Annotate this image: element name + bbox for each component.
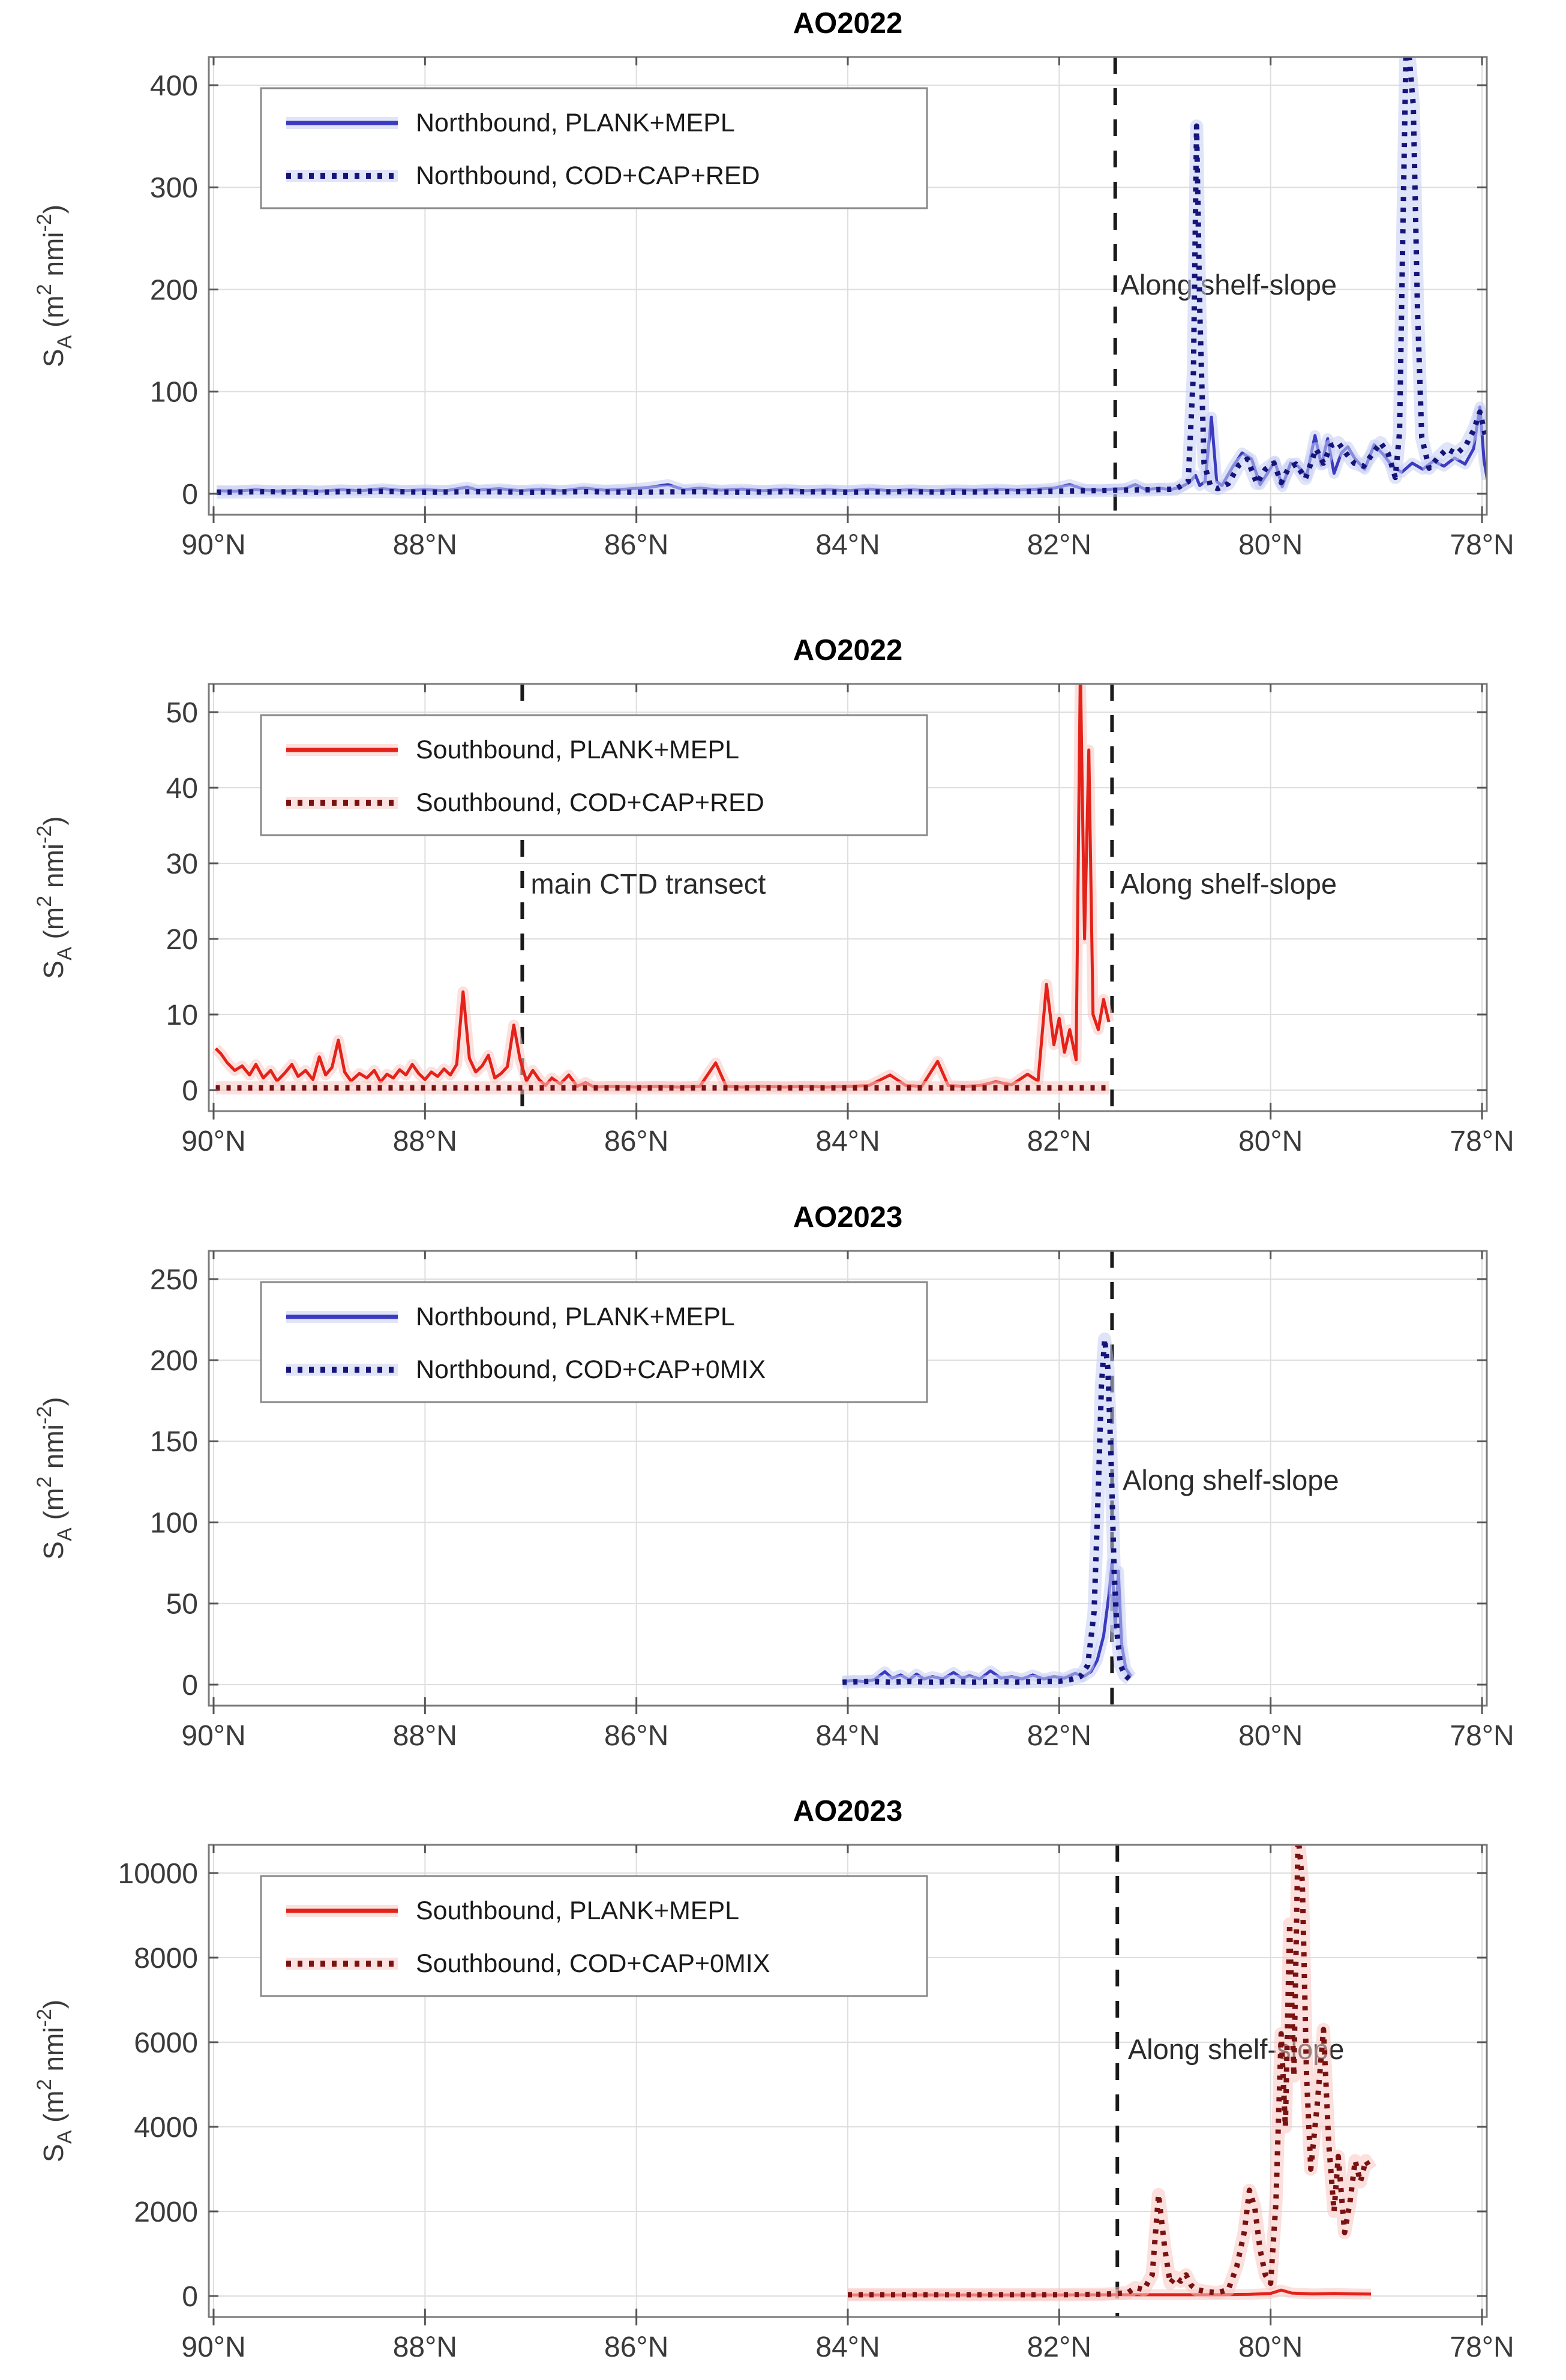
x-tick-labels	[181, 1720, 1514, 1752]
y-axis-label: $S_A$ ($m^2$ nmi$^{-2}$)	[33, 204, 76, 368]
panel-ao2023-2	[33, 1201, 1514, 1752]
svg-text:10: 10	[166, 999, 198, 1031]
svg-text:78°N: 78°N	[1450, 1126, 1514, 1157]
svg-text:6000: 6000	[134, 2027, 198, 2059]
svg-text:84°N: 84°N	[815, 1720, 880, 1752]
svg-text:88°N: 88°N	[392, 1126, 457, 1157]
svg-text:82°N: 82°N	[1027, 1720, 1091, 1752]
svg-text:82°N: 82°N	[1027, 2331, 1091, 2363]
svg-text:Along shelf-slope: Along shelf-slope	[1120, 269, 1337, 301]
svg-text:0: 0	[182, 1075, 198, 1107]
svg-text:88°N: 88°N	[392, 2331, 457, 2363]
svg-text:84°N: 84°N	[815, 1126, 880, 1157]
series-northbound-plank-mepl	[217, 407, 1487, 491]
svg-text:10000: 10000	[118, 1857, 198, 1890]
svg-text:Northbound, PLANK+MEPL: Northbound, PLANK+MEPL	[416, 109, 735, 138]
y-axis-label: $S_A$ ($m^2$ nmi$^{-2}$)	[33, 816, 76, 979]
x-tick-labels	[181, 2331, 1514, 2363]
svg-text:40: 40	[166, 772, 198, 805]
svg-text:88°N: 88°N	[392, 1720, 457, 1752]
panel-ao2023-3	[33, 1795, 1514, 2363]
panel-ao2022-0	[33, 7, 1514, 561]
svg-text:Northbound, COD+CAP+RED: Northbound, COD+CAP+RED	[416, 161, 760, 191]
svg-text:86°N: 86°N	[604, 1720, 669, 1752]
svg-text:2000: 2000	[134, 2196, 198, 2228]
svg-text:20: 20	[166, 923, 198, 956]
svg-text:80°N: 80°N	[1238, 2331, 1303, 2363]
annotation	[1123, 1464, 1339, 1496]
svg-text:84°N: 84°N	[815, 2331, 880, 2363]
svg-text:50: 50	[166, 697, 198, 729]
y-tick-labels	[150, 1264, 198, 1701]
svg-text:Southbound, PLANK+MEPL: Southbound, PLANK+MEPL	[416, 1896, 740, 1926]
svg-text:30: 30	[166, 848, 198, 880]
panel-title: AO2022	[793, 634, 903, 667]
legend	[261, 715, 927, 835]
svg-text:Along shelf-slope: Along shelf-slope	[1127, 2033, 1345, 2066]
svg-text:88°N: 88°N	[392, 529, 457, 561]
y-axis-label: $S_A$ ($m^2$ nmi$^{-2}$)	[33, 1999, 76, 2163]
svg-text:78°N: 78°N	[1450, 2331, 1514, 2363]
legend	[261, 1282, 927, 1402]
svg-text:Along shelf-slope: Along shelf-slope	[1123, 1464, 1339, 1496]
svg-text:80°N: 80°N	[1238, 1126, 1303, 1157]
svg-text:4000: 4000	[134, 2111, 198, 2144]
svg-text:90°N: 90°N	[181, 1720, 246, 1752]
svg-text:50: 50	[166, 1588, 198, 1620]
y-tick-labels	[150, 70, 198, 511]
panel-title: AO2023	[793, 1795, 903, 1827]
svg-text:Southbound, COD+CAP+RED: Southbound, COD+CAP+RED	[416, 788, 764, 818]
svg-text:78°N: 78°N	[1450, 1720, 1514, 1752]
svg-text:82°N: 82°N	[1027, 1126, 1091, 1157]
svg-text:0: 0	[182, 478, 198, 511]
svg-text:Along shelf-slope: Along shelf-slope	[1120, 868, 1337, 900]
legend	[261, 1876, 927, 1996]
y-tick-labels	[118, 1858, 198, 2313]
svg-text:200: 200	[149, 274, 198, 307]
svg-text:86°N: 86°N	[604, 529, 669, 561]
svg-text:90°N: 90°N	[181, 529, 246, 561]
annotation	[1121, 269, 1337, 301]
svg-text:86°N: 86°N	[604, 2331, 669, 2363]
annotation	[1121, 868, 1337, 899]
svg-text:Northbound, COD+CAP+0MIX: Northbound, COD+CAP+0MIX	[416, 1355, 766, 1385]
svg-text:80°N: 80°N	[1238, 529, 1303, 561]
svg-text:100: 100	[149, 1507, 198, 1539]
panel-title: AO2022	[793, 7, 903, 40]
svg-text:90°N: 90°N	[181, 1126, 246, 1157]
svg-text:main CTD transect: main CTD transect	[530, 868, 766, 900]
svg-text:90°N: 90°N	[181, 2331, 246, 2363]
svg-text:400: 400	[149, 70, 198, 102]
svg-text:Northbound, PLANK+MEPL: Northbound, PLANK+MEPL	[416, 1302, 735, 1332]
panel-title: AO2023	[793, 1201, 903, 1233]
svg-text:84°N: 84°N	[815, 529, 880, 561]
annotation	[531, 868, 766, 899]
y-tick-labels	[166, 697, 198, 1107]
svg-text:300: 300	[149, 172, 198, 205]
svg-text:100: 100	[149, 376, 198, 409]
svg-text:86°N: 86°N	[604, 1126, 669, 1157]
svg-text:Southbound, PLANK+MEPL: Southbound, PLANK+MEPL	[416, 736, 740, 765]
svg-text:200: 200	[149, 1345, 198, 1377]
svg-text:8000: 8000	[134, 1942, 198, 1974]
svg-text:250: 250	[149, 1263, 198, 1296]
svg-text:80°N: 80°N	[1238, 1720, 1303, 1752]
legend	[261, 88, 927, 208]
panel-ao2022-1	[33, 634, 1514, 1157]
y-axis-label: $S_A$ ($m^2$ nmi$^{-2}$)	[33, 1397, 76, 1560]
svg-text:0: 0	[182, 1669, 198, 1701]
svg-text:78°N: 78°N	[1450, 529, 1514, 561]
svg-text:150: 150	[149, 1426, 198, 1458]
x-tick-labels	[181, 1126, 1514, 1157]
svg-text:0: 0	[182, 2280, 198, 2313]
svg-text:Southbound, COD+CAP+0MIX: Southbound, COD+CAP+0MIX	[416, 1949, 770, 1979]
x-tick-labels	[181, 529, 1514, 561]
svg-text:82°N: 82°N	[1027, 529, 1091, 561]
